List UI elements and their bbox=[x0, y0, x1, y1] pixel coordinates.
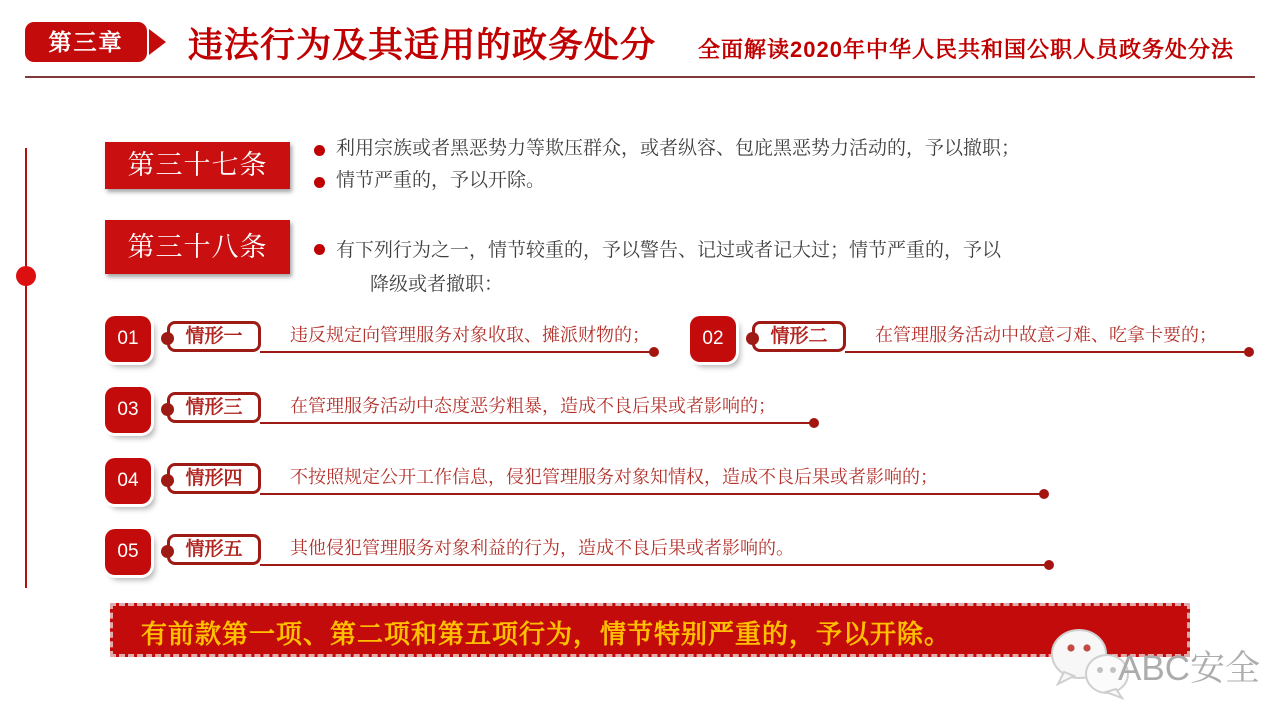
case-label: 情形五 bbox=[167, 534, 261, 565]
line-end-dot-icon bbox=[1039, 489, 1049, 499]
line-end-dot-icon bbox=[1044, 560, 1054, 570]
connector-dot-icon bbox=[161, 474, 174, 487]
footer-banner-text: 有前款第一项、第二项和第五项行为，情节特别严重的，予以开除。 bbox=[141, 619, 952, 649]
chapter-badge: 第三章 bbox=[25, 22, 147, 62]
bullet-icon bbox=[314, 244, 325, 255]
case-number: 02 bbox=[690, 316, 736, 362]
article-38-bullet-line-1: 有下列行为之一，情节较重的，予以警告、记过或者记大过；情节严重的，予以 bbox=[336, 240, 1002, 261]
chapter-badge-arrow-icon bbox=[149, 29, 166, 55]
page-subtitle: 全面解读2020年中华人民共和国公职人员政务处分法 bbox=[698, 37, 1234, 62]
article-38-label: 第三十八条 bbox=[105, 220, 290, 274]
article-37-bullet-2: 情节严重的，予以开除。 bbox=[336, 170, 546, 191]
case-underline bbox=[260, 493, 1045, 495]
case-number: 03 bbox=[105, 387, 151, 433]
case-number: 05 bbox=[105, 529, 151, 575]
case-number: 01 bbox=[105, 316, 151, 362]
bullet-icon bbox=[314, 177, 325, 188]
connector-dot-icon bbox=[161, 332, 174, 345]
case-number: 04 bbox=[105, 458, 151, 504]
line-end-dot-icon bbox=[1244, 347, 1254, 357]
case-underline bbox=[260, 351, 655, 353]
case-description: 在管理服务活动中故意刁难、吃拿卡要的； bbox=[875, 325, 1217, 345]
header-divider bbox=[25, 76, 1255, 78]
case-label: 情形三 bbox=[167, 392, 261, 423]
case-label: 情形二 bbox=[752, 321, 846, 352]
timeline-dot bbox=[16, 266, 36, 286]
watermark-text: ABC安全 bbox=[1118, 649, 1260, 688]
bullet-icon bbox=[314, 145, 325, 156]
case-label: 情形四 bbox=[167, 463, 261, 494]
case-description: 其他侵犯管理服务对象利益的行为，造成不良后果或者影响的。 bbox=[290, 538, 794, 558]
article-37-label: 第三十七条 bbox=[105, 142, 290, 189]
case-label: 情形一 bbox=[167, 321, 261, 352]
connector-dot-icon bbox=[161, 403, 174, 416]
connector-dot-icon bbox=[746, 332, 759, 345]
article-38-bullet-line-2: 降级或者撤职： bbox=[370, 274, 504, 295]
case-description: 在管理服务活动中态度恶劣粗暴，造成不良后果或者影响的； bbox=[290, 396, 776, 416]
article-38-bullet bbox=[336, 234, 1001, 302]
line-end-dot-icon bbox=[649, 347, 659, 357]
article-37-bullet-1: 利用宗族或者黑恶势力等欺压群众，或者纵容、包庇黑恶势力活动的，予以撤职； bbox=[336, 138, 1021, 159]
timeline-line bbox=[25, 148, 27, 588]
footer-banner bbox=[110, 603, 1190, 657]
case-underline bbox=[260, 422, 815, 424]
connector-dot-icon bbox=[161, 545, 174, 558]
case-description: 不按照规定公开工作信息，侵犯管理服务对象知情权，造成不良后果或者影响的； bbox=[290, 467, 938, 487]
case-underline bbox=[260, 564, 1050, 566]
page-title: 违法行为及其适用的政务处分 bbox=[188, 26, 657, 65]
case-underline bbox=[845, 351, 1250, 353]
case-description: 违反规定向管理服务对象收取、摊派财物的； bbox=[290, 325, 650, 345]
line-end-dot-icon bbox=[809, 418, 819, 428]
